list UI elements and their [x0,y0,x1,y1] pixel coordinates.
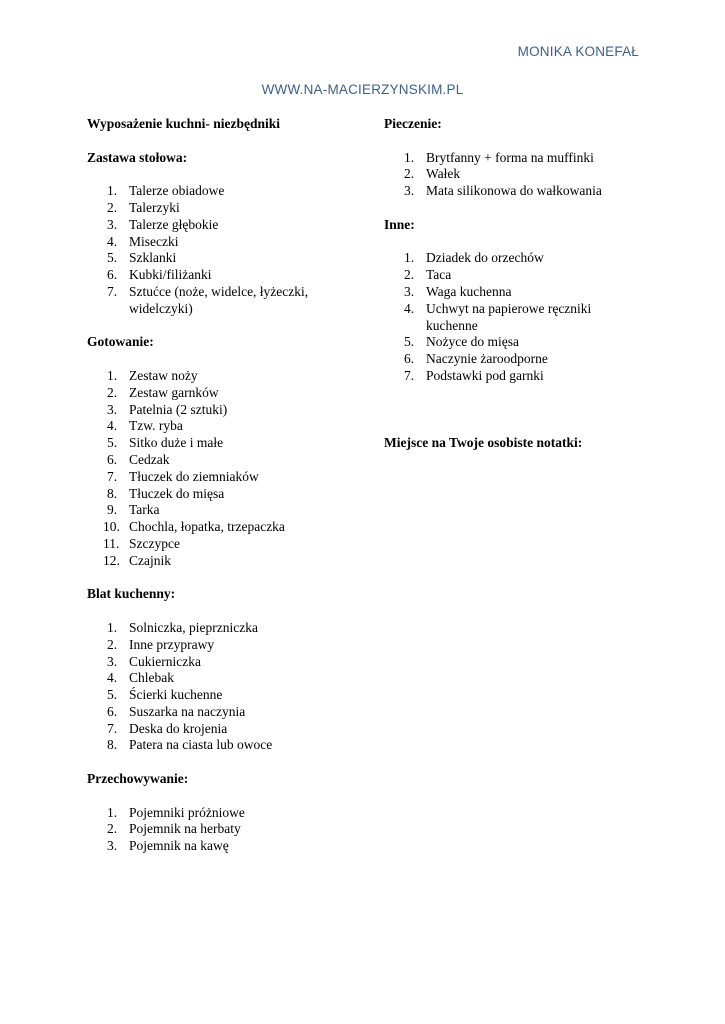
list-item-text: Dziadek do orzechów [426,250,544,266]
list-item-number: 2. [107,199,118,215]
list-item [384,351,634,368]
list-item-number: 6. [107,451,118,467]
list-item-number: 7. [404,367,415,383]
list-item-text: Taca [426,267,452,283]
section-heading: Pieczenie: [384,116,442,131]
list-item-text: Sztućce (noże, widelce, łyżeczki, widelczyki) [129,283,309,316]
section-heading: Przechowywanie: [87,771,189,787]
list-item-text: Talerzyki [129,199,180,215]
author-name: MONIKA KONEFAŁ [517,44,639,59]
list-item [87,502,337,519]
list-item [87,737,337,754]
list-item [87,402,337,419]
list-item [87,368,337,385]
list-item [87,183,337,200]
list-item-number: 2. [404,267,415,283]
list-item-number: 5. [107,250,118,266]
list-item [87,200,337,217]
list-item-text: Miseczki [129,233,179,249]
list-item [87,486,337,503]
list-item [87,721,337,738]
list-item-text: Kubki/filiżanki [129,267,212,283]
list-item [87,385,337,402]
notes-heading: Miejsce na Twoje osobiste notatki: [384,435,583,451]
list-item-text: Wałek [426,166,461,182]
list-item [87,267,337,284]
list-item [384,284,634,301]
list-item-number: 2. [404,166,415,182]
list-item [87,637,337,654]
list-item-text: Solniczka, pieprzniczka [129,619,258,635]
list-item [87,704,337,721]
list-item-number: 1. [107,804,118,820]
list-item-number: 1. [107,183,118,199]
left-sections [87,150,337,855]
list-item-number: 2. [107,636,118,652]
list-item [384,267,634,284]
list-item-number: 1. [404,149,415,165]
list-item [87,284,337,318]
list-item-text: Szczypce [129,535,180,551]
list-item-number: 3. [107,653,118,669]
right-sections [384,116,634,385]
list-item-text: Nożyce do mięsa [426,334,519,350]
list-item-number: 1. [107,619,118,635]
section-heading: Inne: [384,216,415,232]
list-item-text: Zestaw noży [129,367,198,383]
list-item-number: 2. [107,384,118,400]
list-item [384,301,634,335]
list-item [87,418,337,435]
list-item [384,250,634,267]
right-column [384,116,634,469]
list-item [384,183,634,200]
section-list [87,805,337,855]
list-item-text: Pojemnik na herbaty [129,821,241,837]
list-item [87,553,337,570]
website-url[interactable]: WWW.NA-MACIERZYNSKIM.PL [261,82,464,97]
list-item [87,670,337,687]
list-item-text: Tłuczek do mięsa [129,485,225,501]
list-item-number: 2. [107,821,118,837]
list-item-number: 5. [107,687,118,703]
list-item-number: 7. [107,720,118,736]
section-list [384,150,634,200]
section-list [87,620,337,754]
list-item [87,536,337,553]
list-item [384,166,634,183]
list-item-number: 6. [107,267,118,283]
list-item [87,469,337,486]
list-item-text: Mata silikonowa do wałkowania [426,183,602,199]
list-item [87,435,337,452]
list-item-number: 4. [107,233,118,249]
list-item-text: Talerze obiadowe [129,183,225,199]
list-item-number: 6. [404,351,415,367]
list-item-text: Sitko duże i małe [129,435,224,451]
list-item-number: 9. [107,502,118,518]
list-item-text: Czajnik [129,552,171,568]
list-item-text: Uchwyt na papierowe ręczniki kuchenne [426,300,592,333]
list-item-text: Tarka [129,502,160,518]
list-item-number: 8. [107,485,118,501]
list-item-text: Tzw. ryba [129,418,183,434]
list-item [87,821,337,838]
list-item [87,250,337,267]
left-column [87,116,337,872]
list-item [87,519,337,536]
list-item-number: 1. [107,367,118,383]
list-item-number: 7. [107,468,118,484]
list-item-text: Chlebak [129,670,174,686]
list-item-text: Cedzak [129,451,170,467]
section-list [87,368,337,570]
list-item-text: Chochla, łopatka, trzepaczka [129,519,285,535]
section-heading: Gotowanie: [87,334,154,350]
list-item-text: Inne przyprawy [129,636,215,652]
list-item-number: 12. [103,552,120,568]
list-item-number: 8. [107,737,118,753]
list-item-number: 7. [107,283,118,299]
list-item-number: 3. [404,283,415,299]
list-item-number: 6. [107,703,118,719]
list-item [87,452,337,469]
list-item-number: 4. [107,670,118,686]
list-item [384,334,634,351]
list-item-number: 3. [404,183,415,199]
list-item-text: Zestaw garnków [129,384,219,400]
list-item-text: Ścierki kuchenne [129,687,223,703]
list-item-number: 5. [107,435,118,451]
list-item-text: Cukierniczka [129,653,201,669]
list-item [87,620,337,637]
list-item [384,368,634,385]
section-heading: Zastawa stołowa: [87,149,188,165]
list-item-number: 4. [404,300,415,316]
section-heading: Blat kuchenny: [87,586,176,602]
list-item-number: 3. [107,401,118,417]
list-item-text: Waga kuchenna [426,283,512,299]
list-item [87,217,337,234]
list-item-text: Tłuczek do ziemniaków [129,468,259,484]
list-item-text: Brytfanny + forma na muffinki [426,149,594,165]
list-item-text: Suszarka na naczynia [129,703,246,719]
list-item-text: Deska do krojenia [129,720,228,736]
list-item-text: Szklanki [129,250,177,266]
list-item-number: 11. [103,535,120,551]
list-item-number: 3. [107,838,118,854]
list-item-text: Podstawki pod garnki [426,367,544,383]
list-item-text: Pojemnik na kawę [129,838,229,854]
list-item [384,150,634,167]
list-item-text: Pojemniki próżniowe [129,804,245,820]
document-title: Wyposażenie kuchni- niezbędniki [87,116,281,131]
section-list [384,250,634,384]
list-item-number: 5. [404,334,415,350]
list-item-number: 4. [107,418,118,434]
list-item-text: Patera na ciasta lub owoce [129,737,273,753]
list-item [87,687,337,704]
list-item [87,805,337,822]
list-item [87,654,337,671]
section-list [87,183,337,317]
list-item [87,234,337,251]
list-item-text: Patelnia (2 sztuki) [129,401,228,417]
list-item-text: Naczynie żaroodporne [426,351,548,367]
list-item-number: 1. [404,250,415,266]
list-item-text: Talerze głębokie [129,216,219,232]
list-item-number: 3. [107,216,118,232]
list-item [87,838,337,855]
list-item-number: 10. [103,519,120,535]
